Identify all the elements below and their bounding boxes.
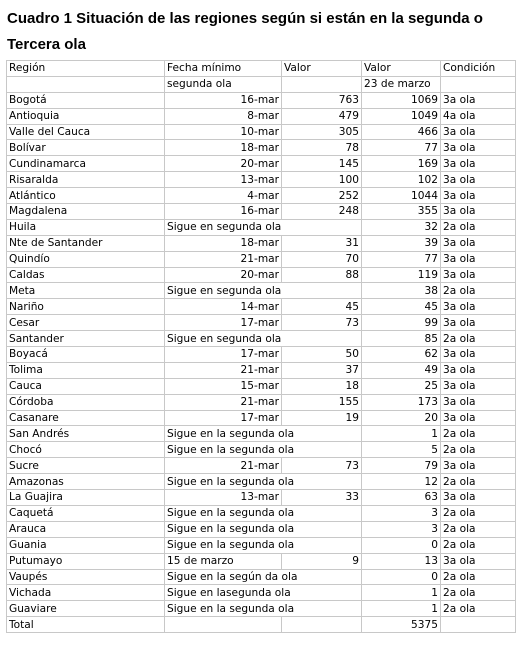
cell-valor-23-marzo: 20 [362,410,441,426]
cell-fecha: 20-mar [165,156,282,172]
cell-region: Tolima [7,362,165,378]
cell-condicion: 2a ola [441,537,516,553]
cell-region: Caldas [7,267,165,283]
cell-fecha: 21-mar [165,251,282,267]
cell-valor-23-marzo: 79 [362,458,441,474]
cell-valor-23-marzo: 466 [362,124,441,140]
cell-valor: 763 [282,92,362,108]
cell-valor-23-marzo: 77 [362,251,441,267]
cell-condicion: 2a ola [441,331,516,347]
cell-fecha: 16-mar [165,92,282,108]
table-row [7,347,516,363]
cell-valor: 479 [282,108,362,124]
cell-condicion: 3a ola [441,410,516,426]
cell-valor-23-marzo: 1 [362,426,441,442]
cell-condicion: 2a ola [441,601,516,617]
cell-valor-23-marzo: 119 [362,267,441,283]
cell-condicion: 3a ola [441,362,516,378]
cell-valor-23-marzo: 3 [362,521,441,537]
cell-condicion: 3a ola [441,347,516,363]
cell-valor-23-marzo: 1 [362,601,441,617]
cell-condicion: 3a ola [441,267,516,283]
cell-fecha: 17-mar [165,410,282,426]
header-condicion: Condición [441,61,516,77]
cell-fecha: Sigue en la segunda ola [165,521,362,537]
header-valor: Valor [282,61,362,77]
cell-condicion: 3a ola [441,315,516,331]
cell-region: Cesar [7,315,165,331]
total-valor-23-marzo: 5375 [362,617,441,633]
table-row [7,219,516,235]
cell-region: Arauca [7,521,165,537]
table-row [7,108,516,124]
cell-valor-23-marzo: 0 [362,569,441,585]
header-valor2-line2: 23 de marzo [362,76,441,92]
cell-condicion: 2a ola [441,521,516,537]
cell-valor-23-marzo: 39 [362,235,441,251]
cell-fecha: Sigue en la segunda ola [165,601,362,617]
cell-condicion: 3a ola [441,188,516,204]
cell-condicion: 2a ola [441,505,516,521]
cell-fecha: 4-mar [165,188,282,204]
cell-valor-23-marzo: 38 [362,283,441,299]
table-row [7,92,516,108]
cell-valor-23-marzo: 1 [362,585,441,601]
cell-valor: 37 [282,362,362,378]
table-row [7,156,516,172]
cell-fecha: 10-mar [165,124,282,140]
cell-condicion: 3a ola [441,172,516,188]
regions-table [6,60,516,633]
table-row [7,331,516,347]
table-row [7,585,516,601]
cell-condicion: 3a ola [441,394,516,410]
cell-valor: 248 [282,204,362,220]
cell-condicion: 3a ola [441,490,516,506]
table-row [7,251,516,267]
table-row [7,442,516,458]
cell-region: Magdalena [7,204,165,220]
cell-fecha: 14-mar [165,299,282,315]
cell-condicion: 3a ola [441,124,516,140]
cell-valor: 50 [282,347,362,363]
total-label: Total [7,617,165,633]
cell-region: Córdoba [7,394,165,410]
cell-fecha: Sigue en segunda ola [165,219,362,235]
cell-valor: 9 [282,553,362,569]
cell-valor-23-marzo: 25 [362,378,441,394]
table-caption [7,6,519,58]
table-row [7,458,516,474]
cell-condicion: 3a ola [441,458,516,474]
table-row [7,267,516,283]
cell-valor: 252 [282,188,362,204]
cell-fecha: 21-mar [165,458,282,474]
cell-valor-23-marzo: 173 [362,394,441,410]
cell-condicion: 3a ola [441,92,516,108]
total-valor [282,617,362,633]
cell-region: Guania [7,537,165,553]
cell-valor-23-marzo: 32 [362,219,441,235]
caption-line-2: Tercera ola [7,36,86,53]
cell-fecha: 13-mar [165,172,282,188]
table-row [7,235,516,251]
cell-fecha: Sigue en lasegunda ola [165,585,362,601]
header-fecha-line2: segunda ola [165,76,282,92]
cell-region: Atlántico [7,188,165,204]
cell-region: Amazonas [7,474,165,490]
cell-condicion: 2a ola [441,585,516,601]
cell-region: Cauca [7,378,165,394]
cell-condicion: 4a ola [441,108,516,124]
cell-fecha: Sigue en la segunda ola [165,474,362,490]
total-condicion [441,617,516,633]
table-row [7,362,516,378]
cell-fecha: Sigue en la según da ola [165,569,362,585]
cell-fecha: 20-mar [165,267,282,283]
table-row [7,410,516,426]
cell-condicion: 2a ola [441,442,516,458]
cell-region: San Andrés [7,426,165,442]
cell-fecha: Sigue en la segunda ola [165,426,362,442]
cell-valor-23-marzo: 63 [362,490,441,506]
header-region: Región [7,61,165,77]
cell-condicion: 3a ola [441,156,516,172]
cell-fecha: 8-mar [165,108,282,124]
cell-valor: 45 [282,299,362,315]
cell-fecha: 15-mar [165,378,282,394]
table-row [7,124,516,140]
cell-region: Guaviare [7,601,165,617]
cell-region: Vaupés [7,569,165,585]
cell-region: Nte de Santander [7,235,165,251]
cell-valor-23-marzo: 1069 [362,92,441,108]
cell-condicion: 2a ola [441,569,516,585]
cell-fecha: 18-mar [165,235,282,251]
cell-region: Bogotá [7,92,165,108]
cell-region: La Guajira [7,490,165,506]
table-row [7,188,516,204]
cell-valor: 73 [282,458,362,474]
table-row [7,537,516,553]
cell-region: Antioquia [7,108,165,124]
cell-fecha: 13-mar [165,490,282,506]
table-row [7,490,516,506]
cell-condicion: 2a ola [441,219,516,235]
cell-fecha: 17-mar [165,315,282,331]
header-valor-23-marzo: Valor [362,61,441,77]
header-row [7,61,516,77]
cell-region: Cundinamarca [7,156,165,172]
cell-region: Nariño [7,299,165,315]
cell-region: Chocó [7,442,165,458]
cell-valor-23-marzo: 1049 [362,108,441,124]
table-row [7,474,516,490]
cell-condicion: 3a ola [441,235,516,251]
cell-valor-23-marzo: 13 [362,553,441,569]
cell-valor: 33 [282,490,362,506]
table-row [7,204,516,220]
cell-valor-23-marzo: 45 [362,299,441,315]
cell-fecha: 16-mar [165,204,282,220]
total-row [7,617,516,633]
cell-region: Huila [7,219,165,235]
cell-region: Boyacá [7,347,165,363]
cell-valor-23-marzo: 169 [362,156,441,172]
cell-fecha: Sigue en segunda ola [165,331,362,347]
cell-region: Casanare [7,410,165,426]
cell-fecha: 17-mar [165,347,282,363]
cell-valor-23-marzo: 355 [362,204,441,220]
table-row [7,315,516,331]
header-fecha: Fecha mínimo [165,61,282,77]
cell-fecha: Sigue en la segunda ola [165,442,362,458]
cell-valor-23-marzo: 85 [362,331,441,347]
cell-condicion: 2a ola [441,474,516,490]
cell-valor-23-marzo: 62 [362,347,441,363]
cell-fecha: Sigue en la segunda ola [165,505,362,521]
cell-valor: 88 [282,267,362,283]
cell-region: Putumayo [7,553,165,569]
cell-region: Valle del Cauca [7,124,165,140]
table-row [7,601,516,617]
cell-condicion: 3a ola [441,140,516,156]
header-region-cont [7,76,165,92]
cell-condicion: 3a ola [441,251,516,267]
cell-condicion: 3a ola [441,299,516,315]
cell-valor-23-marzo: 5 [362,442,441,458]
cell-valor-23-marzo: 3 [362,505,441,521]
cell-valor-23-marzo: 77 [362,140,441,156]
cell-region: Quindío [7,251,165,267]
total-fecha [165,617,282,633]
cell-fecha: Sigue en la segunda ola [165,537,362,553]
cell-region: Vichada [7,585,165,601]
table-row [7,394,516,410]
cell-condicion: 2a ola [441,283,516,299]
header-valor-cont [282,76,362,92]
cell-fecha: 21-mar [165,362,282,378]
cell-fecha: 21-mar [165,394,282,410]
cell-condicion: 2a ola [441,426,516,442]
cell-condicion: 3a ola [441,553,516,569]
cell-region: Caquetá [7,505,165,521]
table-row [7,505,516,521]
caption-line-1: Cuadro 1 Situación de las regiones según si están en la segunda o [7,10,483,27]
cell-region: Meta [7,283,165,299]
cell-fecha: 18-mar [165,140,282,156]
cell-valor: 18 [282,378,362,394]
table-row [7,426,516,442]
cell-valor-23-marzo: 12 [362,474,441,490]
cell-region: Santander [7,331,165,347]
cell-region: Bolívar [7,140,165,156]
header-condicion-cont [441,76,516,92]
cell-valor: 155 [282,394,362,410]
cell-valor-23-marzo: 99 [362,315,441,331]
cell-valor-23-marzo: 49 [362,362,441,378]
cell-valor: 78 [282,140,362,156]
table-row [7,283,516,299]
cell-condicion: 3a ola [441,204,516,220]
cell-valor: 100 [282,172,362,188]
cell-valor: 305 [282,124,362,140]
cell-valor: 70 [282,251,362,267]
table-row [7,521,516,537]
table-row [7,172,516,188]
cell-region: Sucre [7,458,165,474]
cell-valor: 73 [282,315,362,331]
table-row [7,299,516,315]
cell-valor: 19 [282,410,362,426]
cell-valor-23-marzo: 102 [362,172,441,188]
cell-valor: 31 [282,235,362,251]
cell-valor-23-marzo: 1044 [362,188,441,204]
cell-fecha: Sigue en segunda ola [165,283,362,299]
table-row [7,553,516,569]
table-row [7,378,516,394]
table-row [7,140,516,156]
header-row-2 [7,76,516,92]
table-row [7,569,516,585]
cell-condicion: 3a ola [441,378,516,394]
cell-fecha: 15 de marzo [165,553,282,569]
cell-valor-23-marzo: 0 [362,537,441,553]
cell-region: Risaralda [7,172,165,188]
cell-valor: 145 [282,156,362,172]
